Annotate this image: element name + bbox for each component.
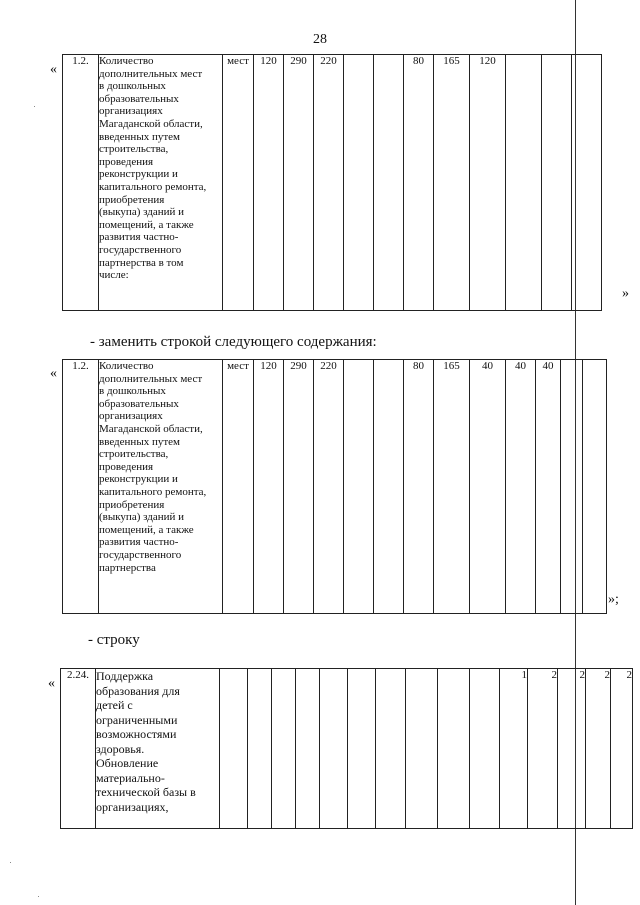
instruction-replace: - заменить строкой следующего содержания: (90, 334, 377, 350)
value-cell (376, 669, 406, 829)
scan-speck (34, 106, 35, 107)
close-quote-1: » (622, 286, 629, 301)
page-number: 28 (313, 32, 327, 47)
value-cell (348, 669, 376, 829)
value-cell (542, 55, 572, 311)
row-description: Количество дополнительных мест в дошкольных образовательных организациях Магаданской области, введенных путем строительства, проведения реконструкции и капитального ремонта, приобретения (выкупа) зданий и помещений, а также развития частно- государственного партнерства в том числе: (99, 55, 223, 311)
value-cell (220, 669, 248, 829)
value-cell: 40 (536, 360, 561, 614)
value-cell (272, 669, 296, 829)
value-cell: 2 (558, 669, 586, 829)
value-cell (406, 669, 438, 829)
value-cell (344, 55, 374, 311)
table-row (61, 669, 633, 829)
row-description: Поддержка образования для детей с ограниченными возможностями здоровья. Обновление материально- технической базы в организациях, (96, 669, 220, 829)
open-quote-2: « (50, 366, 57, 381)
table-row-2-24 (60, 668, 633, 829)
value-cell (248, 669, 272, 829)
value-cell: 80 (404, 360, 434, 614)
close-quote-semicolon: »; (608, 592, 619, 607)
value-cell: 40 (470, 360, 506, 614)
value-cell: 120 (254, 360, 284, 614)
value-cell: 290 (284, 360, 314, 614)
value-cell (296, 669, 320, 829)
open-quote-3: « (48, 676, 55, 691)
value-cell: 1 (500, 669, 528, 829)
table-row (63, 360, 607, 614)
value-cell: 80 (404, 55, 434, 311)
value-cell (344, 360, 374, 614)
value-cell: 165 (434, 55, 470, 311)
value-cell (506, 55, 542, 311)
value-cell: 120 (470, 55, 506, 311)
value-cell: 2 (528, 669, 558, 829)
value-cell (572, 55, 602, 311)
value-cell: 165 (434, 360, 470, 614)
row-description: Количество дополнительных мест в дошкольных образовательных организациях Магаданской области, введенных путем строительства, проведения реконструкции и капитального ремонта, приобретения (выкупа) зданий и помещений, а также развития частно- государственного партнерства (99, 360, 223, 614)
value-cell: 290 (284, 55, 314, 311)
value-cell (561, 360, 583, 614)
open-quote-1: « (50, 62, 57, 77)
value-cell: 220 (314, 360, 344, 614)
instruction-line: - строку (88, 632, 140, 648)
value-cell (583, 360, 607, 614)
value-cell: 220 (314, 55, 344, 311)
value-cell: 2 (611, 669, 633, 829)
row-number: 2.24. (61, 669, 96, 829)
value-cell: 40 (506, 360, 536, 614)
unit-cell: мест (223, 360, 254, 614)
scan-speck (38, 896, 39, 897)
value-cell: 120 (254, 55, 284, 311)
value-cell (374, 55, 404, 311)
unit-cell: мест (223, 55, 254, 311)
row-number: 1.2. (63, 55, 99, 311)
table-row (63, 55, 602, 311)
value-cell (374, 360, 404, 614)
table-original-row-1-2 (62, 54, 602, 311)
table-replacement-row-1-2 (62, 359, 607, 614)
value-cell (438, 669, 470, 829)
scan-speck (10, 862, 11, 863)
row-number: 1.2. (63, 360, 99, 614)
value-cell (320, 669, 348, 829)
value-cell: 2 (586, 669, 611, 829)
value-cell (470, 669, 500, 829)
